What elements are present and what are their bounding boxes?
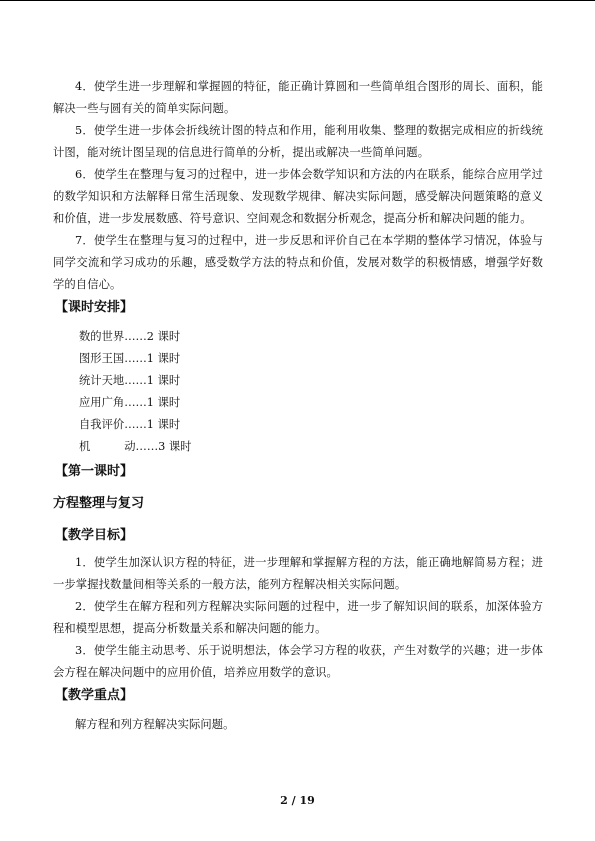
schedule-item xyxy=(79,392,543,414)
schedule-list xyxy=(79,326,543,458)
schedule-item-name-b: 动 xyxy=(124,440,136,453)
schedule-item-hours: ……1 课时 xyxy=(124,374,181,387)
goal-2: 2．使学生在解方程和列方程解决实际问题的过程中，进一步了解知识间的联系，加深体验方程和模型思想，提高分析数量关系和解决问题的能力。 xyxy=(53,600,543,635)
lesson-title: 方程整理与复习 xyxy=(53,496,145,511)
page-number: 2 / 19 xyxy=(280,794,315,807)
schedule-item xyxy=(79,326,543,348)
goal-3: 3．使学生能主动思考、乐于说明想法，体会学习方程的收获，产生对数学的兴趣；进一步体会方程在解决问题中的应用价值，培养应用数学的意识。 xyxy=(53,644,543,679)
schedule-item-name: 数的世界 xyxy=(79,330,125,343)
schedule-item xyxy=(79,348,543,370)
objective-6: 6．使学生在整理与复习的过程中，进一步体会数学知识和方法的内在联系，能综合应用学过的数学知识和方法解释日常生活现象、发现数学规律、解决实际问题，感受解决问题策略的意义和价值，进一步发展数感、符号意识、空间观念和数据分析观念，提高分析和解决问题的能力。 xyxy=(53,168,543,225)
schedule-item-name: 应用广角 xyxy=(79,396,125,409)
focus-heading: 【教学重点】 xyxy=(55,688,134,703)
goal-1: 1．使学生加深认识方程的特征，进一步理解和掌握解方程的方法，能正确地解简易方程；进一步掌握找数量间相等关系的一般方法，能列方程解决相关实际问题。 xyxy=(53,556,543,591)
schedule-item-hours: ……2 课时 xyxy=(124,330,181,343)
lesson-heading: 【第一课时】 xyxy=(55,464,134,479)
document-page xyxy=(53,76,543,736)
schedule-item-hours: ……3 课时 xyxy=(135,440,192,453)
schedule-item xyxy=(79,370,543,392)
top-rule xyxy=(0,0,595,1)
goals-list xyxy=(53,552,543,684)
focus-text: 解方程和列方程解决实际问题。 xyxy=(75,718,235,731)
schedule-item-hours: ……1 课时 xyxy=(124,396,181,409)
schedule-item-name: 图形王国 xyxy=(79,352,125,365)
objective-7: 7．使学生在整理与复习的过程中，进一步反思和评价自己在本学期的整体学习情况，体验与同学交流和学习成功的乐趣，感受数学方法的特点和价值，发展对数学的积极情感，增强学好数学的自信心。 xyxy=(53,234,543,291)
schedule-item-hours: ……1 课时 xyxy=(124,352,181,365)
schedule-item-hours: ……1 课时 xyxy=(124,418,181,431)
schedule-heading: 【课时安排】 xyxy=(55,300,134,315)
schedule-item-name: 统计天地 xyxy=(79,374,125,387)
objective-4: 4．使学生进一步理解和掌握圆的特征，能正确计算圆和一些简单组合图形的周长、面积，能解决一些与圆有关的简单实际问题。 xyxy=(53,80,543,115)
schedule-item xyxy=(79,436,543,458)
schedule-item-name-a: 机 xyxy=(79,440,91,453)
schedule-item xyxy=(79,414,543,436)
goals-heading: 【教学目标】 xyxy=(55,528,134,543)
objectives-continued xyxy=(53,76,543,296)
schedule-item-name: 自我评价 xyxy=(79,418,125,431)
objective-5: 5．使学生进一步体会折线统计图的特点和作用，能利用收集、整理的数据完成相应的折线统计图，能对统计图呈现的信息进行简单的分析，提出或解决一些简单问题。 xyxy=(53,124,543,159)
